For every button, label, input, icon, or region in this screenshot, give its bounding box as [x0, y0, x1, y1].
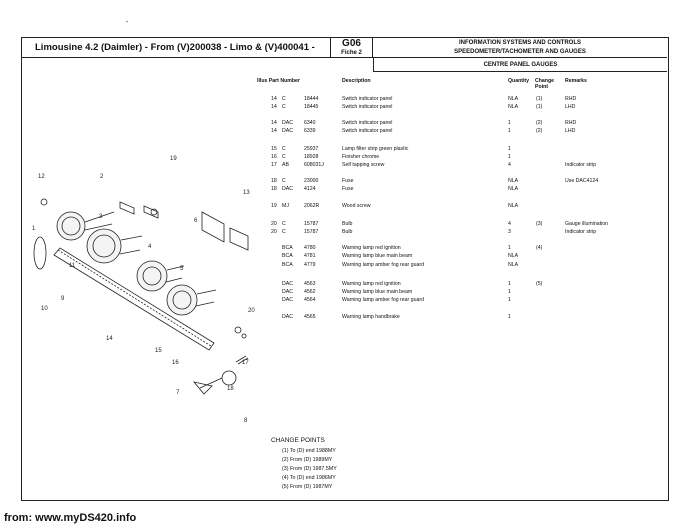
part-number-cell: 18928: [304, 154, 319, 160]
quantity-cell: 1: [508, 120, 511, 126]
prefix-cell: DAC: [282, 120, 293, 126]
part-number-cell: 4780: [304, 245, 316, 251]
gauge-shape: [167, 285, 197, 315]
remarks-cell: Indicator strip: [565, 162, 597, 168]
part-number-cell: 4779: [304, 262, 316, 268]
prefix-cell: C: [282, 178, 286, 184]
callout-17: 17: [242, 360, 249, 366]
part-number-cell: 4564: [304, 297, 316, 303]
part-number-cell: 6340: [304, 120, 316, 126]
callout-18: 18: [227, 386, 234, 392]
callout-19: 19: [170, 156, 177, 162]
callout-6: 6: [194, 218, 198, 224]
change-points-title: CHANGE POINTS: [271, 437, 325, 444]
quantity-cell: NLA: [508, 203, 519, 209]
quantity-cell: 1: [508, 314, 511, 320]
change-point-cell: (3): [536, 221, 543, 227]
description-cell: Switch indicator panel: [342, 104, 393, 110]
description-cell: Fuse: [342, 186, 354, 192]
quantity-cell: 1: [508, 154, 511, 160]
callout-2: 2: [100, 174, 104, 180]
quantity-cell: NLA: [508, 96, 519, 102]
scan-mark: -: [126, 19, 129, 26]
illus-cell: 20: [271, 229, 277, 235]
callout-12: 12: [38, 174, 45, 180]
illus-cell: 15: [271, 146, 277, 152]
quantity-cell: 1: [508, 297, 511, 303]
part-number-cell: 15787: [304, 229, 319, 235]
part-number-cell: 4563: [304, 281, 316, 287]
prefix-cell: DAC: [282, 128, 293, 134]
part-number-cell: 15787: [304, 221, 319, 227]
section-title: CENTRE PANEL GAUGES: [373, 58, 667, 72]
quantity-cell: 4: [508, 162, 511, 168]
description-cell: Switch indicator panel: [342, 120, 393, 126]
bracket-shape: [202, 212, 224, 242]
illus-cell: 20: [271, 221, 277, 227]
prefix-cell: DAC: [282, 289, 293, 295]
callout-3: 3: [99, 214, 103, 220]
exploded-diagram: [24, 150, 270, 440]
model-title: Limousine 4.2 (Daimler) - From (V)200038 - Limo & (V)400041 -: [21, 37, 331, 58]
callout-5: 5: [180, 266, 184, 272]
callout-20: 20: [248, 308, 255, 314]
illus-cell: 14: [271, 128, 277, 134]
callout-1: 1: [32, 226, 36, 232]
callout-9: 9: [61, 296, 65, 302]
remarks-cell: RHD: [565, 96, 577, 102]
prefix-cell: C: [282, 104, 286, 110]
prefix-cell: BCA: [282, 262, 293, 268]
prefix-cell: BCA: [282, 245, 293, 251]
subgroup-title: SPEEDOMETER/TACHOMETER AND GAUGES: [454, 49, 586, 55]
col-change-point: Change Point: [535, 78, 555, 90]
illus-cell: 18: [271, 186, 277, 192]
callout-16: 16: [172, 360, 179, 366]
description-cell: Bulb: [342, 221, 353, 227]
description-cell: Warning lamp red ignition: [342, 281, 401, 287]
group-code: [331, 37, 373, 58]
illus-cell: 17: [271, 162, 277, 168]
lens-shape: [34, 237, 46, 269]
prefix-cell: C: [282, 154, 286, 160]
remarks-cell: Indicator strip: [565, 229, 597, 235]
description-cell: Fuse: [342, 178, 354, 184]
illus-cell: 16: [271, 154, 277, 160]
part-number-cell: 4781: [304, 253, 316, 259]
callout-7: 7: [176, 390, 180, 396]
part-number-cell: 18445: [304, 104, 319, 110]
illus-cell: 19: [271, 203, 277, 209]
illus-cell: 14: [271, 96, 277, 102]
change-point-item: (5) From (D) 1987MY: [282, 484, 333, 490]
quantity-cell: 1: [508, 146, 511, 152]
prefix-cell: DAC: [282, 297, 293, 303]
illus-cell: 18: [271, 178, 277, 184]
gauge-shape: [57, 212, 85, 240]
quantity-cell: 3: [508, 229, 511, 235]
change-point-cell: (2): [536, 120, 543, 126]
change-point-item: (3) From (D) 1987.5MY: [282, 466, 337, 472]
col-quantity: Quantity: [508, 78, 530, 84]
change-point-item: (1) To (D) end 1988MY: [282, 448, 336, 454]
part-number-cell: 4562: [304, 289, 316, 295]
remarks-cell: Gauge illumination: [565, 221, 608, 227]
quantity-cell: 1: [508, 281, 511, 287]
remarks-cell: LHD: [565, 128, 576, 134]
description-cell: Warning lamp amber fog rear guard: [342, 297, 424, 303]
callout-8: 8: [244, 418, 248, 424]
remarks-cell: LHD: [565, 104, 576, 110]
part-number-cell: 23000: [304, 178, 319, 184]
quantity-cell: NLA: [508, 178, 519, 184]
callout-4: 4: [148, 244, 152, 250]
callout-14: 14: [106, 336, 113, 342]
illus-cell: 14: [271, 120, 277, 126]
remarks-cell: RHD: [565, 120, 577, 126]
prefix-cell: C: [282, 146, 286, 152]
prefix-cell: AB: [282, 162, 289, 168]
fiche-label: Fiche 2: [341, 50, 362, 56]
description-cell: Lamp filter strip green plastic: [342, 146, 409, 152]
quantity-cell: 1: [508, 245, 511, 251]
change-point-cell: (4): [536, 245, 543, 251]
col-remarks: Remarks: [565, 78, 587, 84]
part-number-cell: 6339: [304, 128, 316, 134]
group-title: INFORMATION SYSTEMS AND CONTROLS: [459, 40, 581, 46]
prefix-cell: BCA: [282, 253, 293, 259]
prefix-cell: DAC: [282, 281, 293, 287]
change-point-item: (2) From (D) 1989MY: [282, 457, 333, 463]
remarks-cell: Use DAC4124: [565, 178, 599, 184]
callout-15: 15: [155, 348, 162, 354]
prefix-cell: DAC: [282, 186, 293, 192]
description-cell: Warning lamp handbrake: [342, 314, 400, 320]
gauge-shape: [87, 229, 121, 263]
callout-13: 13: [243, 190, 250, 196]
diagram-callouts: [32, 156, 255, 424]
source-footer: from: www.myDS420.info: [4, 512, 137, 524]
prefix-cell: MJ: [282, 203, 289, 209]
gauge-shape: [137, 261, 167, 291]
part-number-cell: 2062R: [304, 203, 320, 209]
description-cell: Warning lamp amber fog rear guard: [342, 262, 424, 268]
group-code-label: G06: [342, 38, 361, 49]
col-description: Description: [342, 78, 371, 84]
description-cell: Wood screw: [342, 203, 371, 209]
callout-10: 10: [41, 306, 48, 312]
part-number-cell: 25937: [304, 146, 319, 152]
quantity-cell: 1: [508, 128, 511, 134]
part-number-cell: 4124: [304, 186, 316, 192]
description-cell: Warning lamp blue main beam: [342, 253, 413, 259]
quantity-cell: NLA: [508, 262, 519, 268]
group-header: [373, 37, 667, 58]
change-point-cell: (1): [536, 96, 543, 102]
description-cell: Warning lamp blue main beam: [342, 289, 413, 295]
quantity-cell: NLA: [508, 186, 519, 192]
prefix-cell: C: [282, 96, 286, 102]
prefix-cell: DAC: [282, 314, 293, 320]
part-number-cell: 18444: [304, 96, 319, 102]
part-number-cell: 608031J: [304, 162, 324, 168]
quantity-cell: NLA: [508, 104, 519, 110]
change-point-item: (4) To (D) end 1986MY: [282, 475, 336, 481]
prefix-cell: C: [282, 221, 286, 227]
change-point-cell: (5): [536, 281, 543, 287]
illus-cell: 14: [271, 104, 277, 110]
quantity-cell: 1: [508, 289, 511, 295]
description-cell: Self tapping screw: [342, 162, 385, 168]
col-illus-partnum: Illus Part Number: [257, 78, 300, 84]
change-point-cell: (2): [536, 128, 543, 134]
prefix-cell: C: [282, 229, 286, 235]
quantity-cell: NLA: [508, 253, 519, 259]
change-point-cell: (1): [536, 104, 543, 110]
callout-11: 11: [69, 263, 76, 269]
description-cell: Warning lamp red ignition: [342, 245, 401, 251]
description-cell: Switch indicator panel: [342, 96, 393, 102]
part-number-cell: 4565: [304, 314, 316, 320]
quantity-cell: 4: [508, 221, 511, 227]
description-cell: Finisher chrome: [342, 154, 380, 160]
description-cell: Bulb: [342, 229, 353, 235]
description-cell: Switch indicator panel: [342, 128, 393, 134]
